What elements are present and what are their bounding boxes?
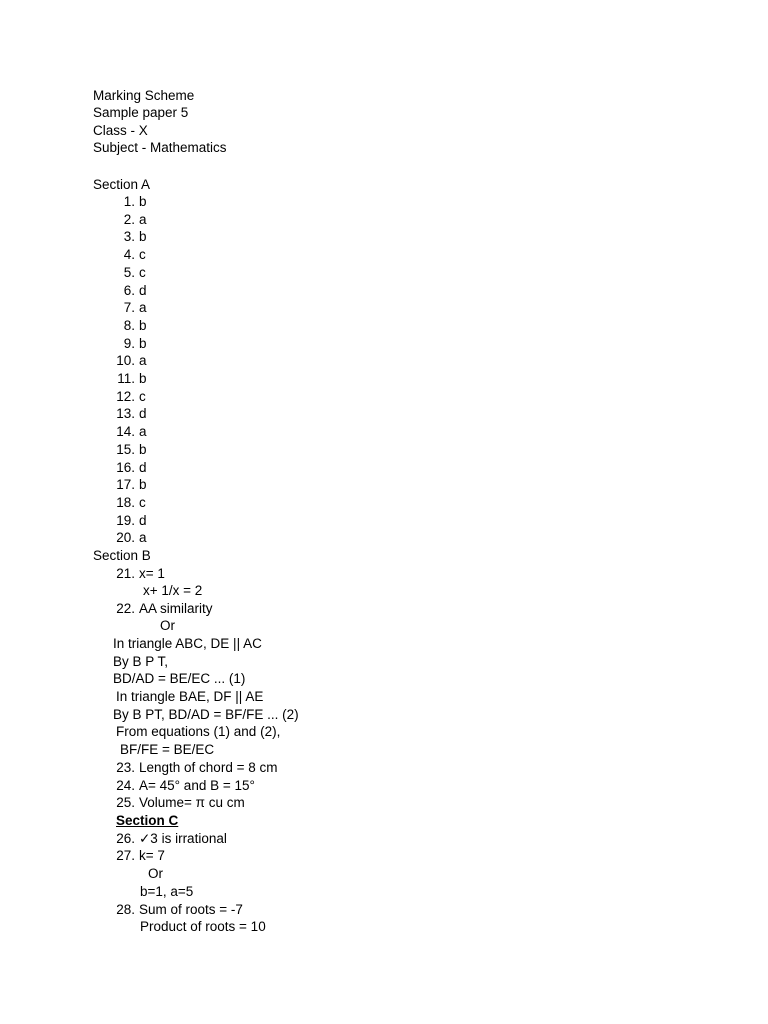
answer-text: b=1, a=5 (140, 884, 194, 899)
answer-text: k= 7 (139, 848, 165, 863)
answer-option: b (139, 371, 147, 386)
answer-option: b (139, 336, 147, 351)
question-number: 16. (116, 460, 135, 475)
answer-text: In triangle ABC, DE || AC (113, 636, 262, 651)
answer-text: By B P T, (113, 654, 169, 669)
question-number: 28. (116, 902, 135, 917)
answer-text: By B PT, BD/AD = BF/FE ... (2) (113, 707, 299, 722)
answer-option: c (139, 389, 146, 404)
question-number: 18. (116, 495, 135, 510)
answer-option: d (139, 513, 147, 528)
answer-option: b (139, 442, 147, 457)
answer-option: b (139, 477, 147, 492)
question-number: 26. (116, 831, 135, 846)
question-number: 9. (123, 336, 135, 351)
answer-option: b (139, 229, 147, 244)
answer-text: Product of roots = 10 (140, 919, 266, 934)
doc-title: Marking Scheme (93, 88, 195, 103)
answer-option: a (139, 300, 147, 315)
answer-option: a (139, 353, 147, 368)
class-label: Class - X (93, 123, 148, 138)
answer-option: c (139, 265, 146, 280)
section-c-heading: Section C (116, 813, 179, 828)
question-number: 25. (116, 795, 135, 810)
question-number: 24. (116, 778, 135, 793)
question-number: 17. (116, 477, 135, 492)
question-number: 4. (123, 247, 135, 262)
question-number: 15. (116, 442, 135, 457)
answer-option: a (139, 424, 147, 439)
answer-option: c (139, 495, 146, 510)
answer-text: BD/AD = BE/EC ... (1) (113, 671, 246, 686)
question-number: 6. (123, 283, 135, 298)
answer-text: Volume= π cu cm (139, 795, 245, 810)
subject-label: Subject - Mathematics (93, 140, 227, 155)
answer-option: b (139, 194, 147, 209)
answer-option: a (139, 212, 147, 227)
question-number: 12. (116, 389, 135, 404)
question-number: 10. (116, 353, 135, 368)
question-number: 19. (116, 513, 135, 528)
answer-option: a (139, 530, 147, 545)
answer-text: From equations (1) and (2), (116, 724, 281, 739)
answer-text: x+ 1/x = 2 (143, 583, 203, 598)
question-number: 23. (116, 760, 135, 775)
question-number: 27. (116, 848, 135, 863)
answer-option: d (139, 460, 147, 475)
question-number: 13. (116, 406, 135, 421)
section-b-heading: Section B (93, 548, 151, 563)
answer-text: AA similarity (139, 601, 213, 616)
answer-text: Length of chord = 8 cm (139, 760, 278, 775)
question-number: 5. (123, 265, 135, 280)
answer-text: ✓3 is irrational (139, 831, 227, 846)
answer-text: In triangle BAE, DF || AE (116, 689, 264, 704)
question-number: 3. (123, 229, 135, 244)
answer-option: d (139, 406, 147, 421)
question-number: 8. (123, 318, 135, 333)
answer-text: A= 45° and B = 15° (139, 778, 255, 793)
question-number: 21. (116, 566, 135, 581)
question-number: 2. (123, 212, 135, 227)
answer-text: Sum of roots = -7 (139, 902, 243, 917)
question-number: 22. (116, 601, 135, 616)
question-number: 11. (117, 371, 135, 386)
question-number: 7. (123, 300, 135, 315)
answer-text: x= 1 (139, 566, 165, 581)
answer-option: c (139, 247, 146, 262)
answer-option: d (139, 283, 147, 298)
or-label: Or (160, 618, 175, 633)
paper-label: Sample paper 5 (93, 105, 189, 120)
or-label: Or (148, 866, 163, 881)
answer-text: BF/FE = BE/EC (120, 742, 215, 757)
section-a-heading: Section A (93, 177, 151, 192)
answer-option: b (139, 318, 147, 333)
question-number: 20. (116, 530, 135, 545)
question-number: 1. (123, 194, 135, 209)
question-number: 14. (116, 424, 135, 439)
